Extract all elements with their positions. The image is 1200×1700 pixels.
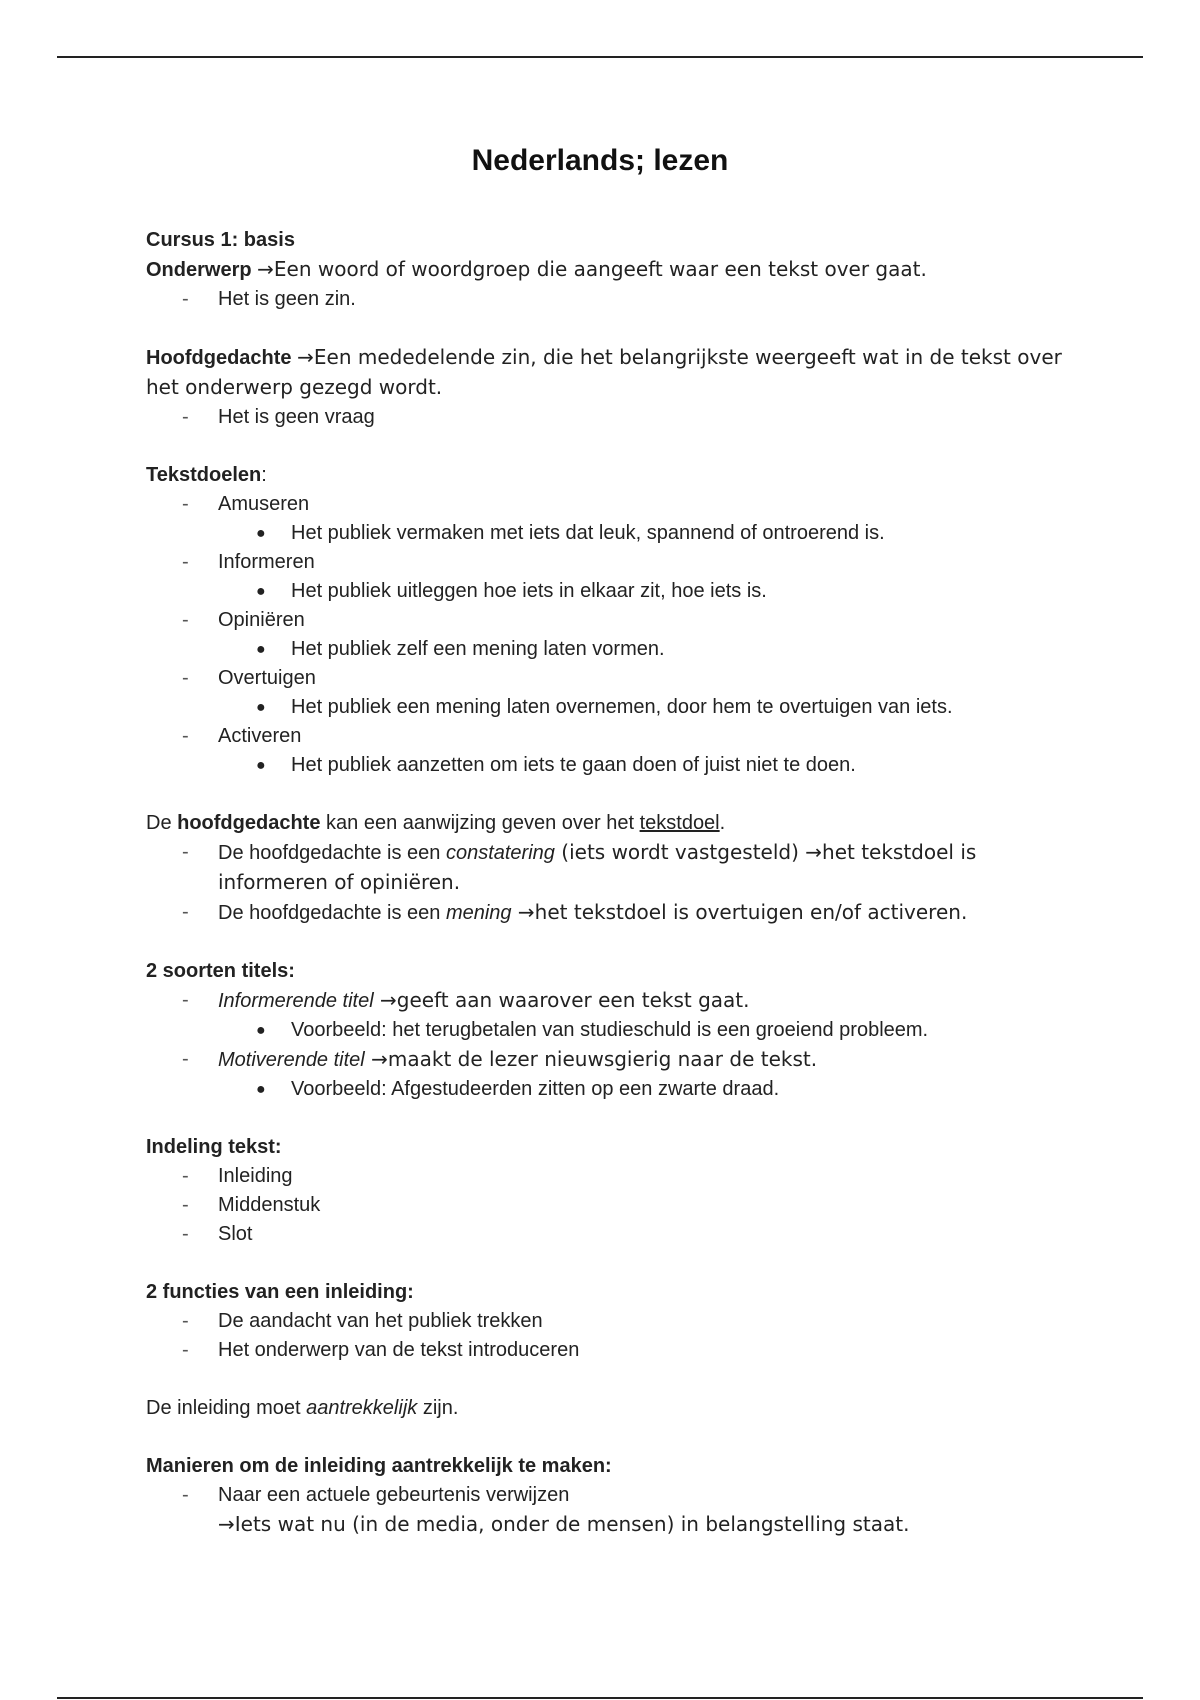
footer-rule — [57, 1697, 1143, 1699]
course-heading: Cursus 1: basis — [146, 229, 295, 251]
list-item: - Overtuigen — [146, 664, 1076, 693]
list-item-detail: ● Het publiek vermaken met iets dat leuk, spannend of ontroerend is. — [146, 519, 1076, 548]
onderwerp-note: - Het is geen zin. — [146, 285, 1076, 314]
list-item: - De hoofdgedachte is een constatering (iets wordt vastgesteld) →het tekstdoel is informeren of opiniëren. — [146, 838, 1076, 898]
list-item-detail: ● Het publiek aanzetten om iets te gaan doen of juist niet te doen. — [146, 751, 1076, 780]
list-item: - Motiverende titel →maakt de lezer nieuwsgierig naar de tekst. — [146, 1045, 1076, 1075]
page-title: Nederlands; lezen — [471, 144, 729, 177]
aanwijzing-paragraph: De hoofdgedachte kan een aanwijzing geven over het tekstdoel. — [146, 812, 726, 834]
titels-heading: 2 soorten titels: — [146, 960, 295, 982]
list-item-detail: ● Voorbeeld: het terugbetalen van studieschuld is een groeiend probleem. — [146, 1016, 1076, 1045]
list-item: - De aandacht van het publiek trekken — [146, 1307, 1076, 1336]
list-item: - Informeren — [146, 548, 1076, 577]
hoofdgedachte-term: Hoofdgedachte — [146, 347, 292, 369]
list-item: - Het onderwerp van de tekst introduceren — [146, 1336, 1076, 1365]
aantrekkelijk-paragraph: De inleiding moet aantrekkelijk zijn. — [146, 1397, 459, 1419]
onderwerp-text: →Een woord of woordgroep die aangeeft waar een tekst over gaat. — [257, 257, 927, 281]
onderwerp-definition — [146, 255, 1076, 285]
list-item: - Middenstuk — [146, 1191, 1076, 1220]
tekstdoelen-heading: Tekstdoelen: — [146, 464, 267, 486]
document-body — [146, 226, 1076, 1539]
list-item: - Naar een actuele gebeurtenis verwijzen — [146, 1481, 1076, 1510]
header-rule — [57, 56, 1143, 58]
list-item-detail: ● Voorbeeld: Afgestudeerden zitten op een zwarte draad. — [146, 1075, 1076, 1104]
hoofdgedachte-note: - Het is geen vraag — [146, 403, 1076, 432]
list-item-continuation: →Iets wat nu (in de media, onder de mensen) in belangstelling staat. — [218, 1512, 910, 1536]
list-item: - Informerende titel →geeft aan waarover een tekst gaat. — [146, 986, 1076, 1016]
list-item-detail: ● Het publiek uitleggen hoe iets in elkaar zit, hoe iets is. — [146, 577, 1076, 606]
hoofdgedachte-definition — [146, 343, 1076, 403]
indeling-heading: Indeling tekst: — [146, 1136, 282, 1158]
list-item: - Slot — [146, 1220, 1076, 1249]
manieren-heading: Manieren om de inleiding aantrekkelijk te maken: — [146, 1455, 612, 1477]
onderwerp-term: Onderwerp — [146, 259, 252, 281]
list-item-detail: ● Het publiek een mening laten overnemen, door hem te overtuigen van iets. — [146, 693, 1076, 722]
functies-heading: 2 functies van een inleiding: — [146, 1281, 414, 1303]
hoofdgedachte-text: →Een mededelende zin, die het belangrijkste weergeeft wat in de tekst over het onderwerp gezegd wordt. — [146, 345, 1062, 399]
list-item: - Activeren — [146, 722, 1076, 751]
list-item: - Opiniëren — [146, 606, 1076, 635]
list-item: - De hoofdgedachte is een mening →het tekstdoel is overtuigen en/of activeren. — [146, 898, 1076, 928]
list-item: - Inleiding — [146, 1162, 1076, 1191]
list-item: - Amuseren — [146, 490, 1076, 519]
list-item-detail: ● Het publiek zelf een mening laten vormen. — [146, 635, 1076, 664]
